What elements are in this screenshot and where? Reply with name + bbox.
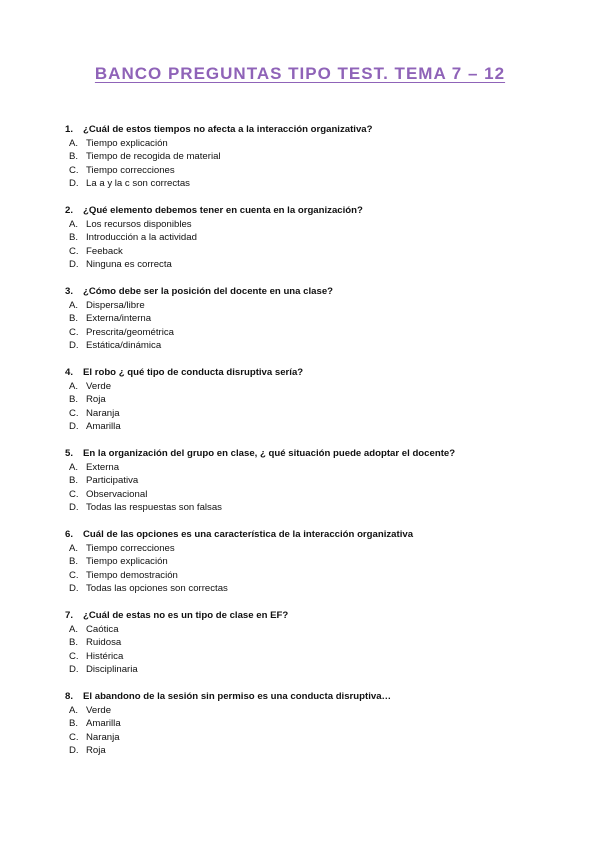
- answer-option: [65, 164, 545, 178]
- question-block: [65, 123, 545, 191]
- answer-option: [65, 461, 545, 475]
- option-letter: B.: [69, 556, 79, 567]
- option-letter: B.: [69, 151, 79, 162]
- question-line: [65, 528, 545, 542]
- option-letter: B.: [69, 313, 79, 324]
- option-text: Participativa: [86, 475, 139, 486]
- option-letter: B.: [69, 718, 79, 729]
- question-text: ¿Cuál de estos tiempos no afecta a la interacción organizativa?: [83, 124, 373, 135]
- option-text: Tiempo de recogida de material: [86, 151, 221, 162]
- question-block: [65, 204, 545, 272]
- answer-option: [65, 380, 545, 394]
- option-letter: B.: [69, 394, 79, 405]
- question-block: [65, 447, 545, 515]
- answer-option: [65, 245, 545, 259]
- question-block: [65, 285, 545, 353]
- answer-option: [65, 150, 545, 164]
- option-text: Dispersa/libre: [86, 299, 145, 311]
- option-letter: A.: [69, 137, 79, 149]
- answer-option: [65, 299, 545, 313]
- option-text: Caótica: [86, 623, 119, 635]
- question-line: [65, 123, 545, 137]
- option-text: Externa: [86, 461, 120, 473]
- option-letter: D.: [69, 664, 79, 675]
- answer-option: [65, 501, 545, 515]
- question-text: ¿Cómo debe ser la posición del docente en una clase?: [83, 286, 334, 297]
- option-letter: C.: [69, 164, 79, 176]
- question-number: 1.: [65, 124, 74, 135]
- question-list: [65, 123, 545, 771]
- option-text: Tiempo explicación: [86, 137, 168, 149]
- question-text: En la organización del grupo en clase, ¿ qué situación puede adoptar el docente?: [83, 448, 456, 459]
- answer-option: [65, 218, 545, 232]
- option-letter: A.: [69, 542, 79, 554]
- question-number: 6.: [65, 529, 74, 540]
- option-text: Histérica: [86, 650, 124, 662]
- question-line: [65, 690, 545, 704]
- answer-option: [65, 231, 545, 245]
- answer-option: [65, 663, 545, 677]
- question-number: 8.: [65, 691, 74, 702]
- answer-option: [65, 420, 545, 434]
- option-letter: C.: [69, 569, 79, 581]
- page-title: BANCO PREGUNTAS TIPO TEST. TEMA 7 – 12: [94, 64, 506, 83]
- answer-option: [65, 623, 545, 637]
- option-text: Amarilla: [86, 421, 121, 432]
- question-text: El abandono de la sesión sin permiso es una conducta disruptiva…: [83, 691, 392, 702]
- option-text: Externa/interna: [86, 313, 152, 324]
- answer-option: [65, 650, 545, 664]
- option-text: Verde: [86, 704, 112, 716]
- option-letter: D.: [69, 502, 79, 513]
- option-text: Tiempo explicación: [86, 556, 168, 567]
- answer-option: [65, 717, 545, 731]
- option-letter: D.: [69, 259, 79, 270]
- option-text: Ninguna es correcta: [86, 259, 172, 270]
- option-text: Tiempo correcciones: [86, 164, 175, 176]
- option-letter: A.: [69, 299, 79, 311]
- option-text: Tiempo correcciones: [86, 542, 175, 554]
- option-letter: A.: [69, 380, 79, 392]
- option-letter: C.: [69, 488, 79, 500]
- option-text: Ruidosa: [86, 637, 122, 648]
- question-block: [65, 609, 545, 677]
- question-text: ¿Cuál de estas no es un tipo de clase en EF?: [83, 610, 289, 621]
- answer-option: [65, 636, 545, 650]
- question-line: [65, 204, 545, 218]
- answer-option: [65, 339, 545, 353]
- option-text: Prescrita/geométrica: [86, 326, 174, 338]
- question-number: 2.: [65, 205, 74, 216]
- question-line: [65, 285, 545, 299]
- answer-option: [65, 258, 545, 272]
- option-letter: C.: [69, 731, 79, 743]
- option-letter: C.: [69, 245, 79, 257]
- option-letter: A.: [69, 704, 79, 716]
- option-text: Naranja: [86, 731, 120, 743]
- question-line: [65, 366, 545, 380]
- answer-option: [65, 177, 545, 191]
- option-letter: C.: [69, 650, 79, 662]
- question-number: 5.: [65, 448, 74, 459]
- answer-option: [65, 137, 545, 151]
- answer-option: [65, 731, 545, 745]
- answer-option: [65, 704, 545, 718]
- option-text: Todas las respuestas son falsas: [86, 502, 222, 513]
- answer-option: [65, 407, 545, 421]
- option-letter: C.: [69, 407, 79, 419]
- option-text: Estática/dinámica: [86, 340, 162, 351]
- option-text: Introducción a la actividad: [86, 232, 197, 243]
- option-text: Los recursos disponibles: [86, 218, 192, 230]
- option-letter: D.: [69, 421, 79, 432]
- question-block: [65, 366, 545, 434]
- option-letter: D.: [69, 745, 79, 756]
- option-text: Disciplinaria: [86, 664, 138, 675]
- answer-option: [65, 312, 545, 326]
- option-letter: B.: [69, 637, 79, 648]
- question-line: [65, 447, 545, 461]
- question-block: [65, 690, 545, 758]
- option-letter: A.: [69, 461, 79, 473]
- option-text: Feeback: [86, 245, 123, 257]
- option-text: Observacional: [86, 488, 148, 500]
- option-text: Amarilla: [86, 718, 121, 729]
- question-number: 3.: [65, 286, 74, 297]
- option-text: Verde: [86, 380, 112, 392]
- option-letter: B.: [69, 232, 79, 243]
- question-text: El robo ¿ qué tipo de conducta disruptiva sería?: [83, 367, 304, 378]
- option-letter: D.: [69, 583, 79, 594]
- option-letter: C.: [69, 326, 79, 338]
- option-text: La a y la c son correctas: [86, 178, 190, 189]
- answer-option: [65, 569, 545, 583]
- answer-option: [65, 488, 545, 502]
- question-number: 4.: [65, 367, 74, 378]
- option-letter: D.: [69, 178, 79, 189]
- answer-option: [65, 393, 545, 407]
- question-text: ¿Qué elemento debemos tener en cuenta en la organización?: [83, 205, 363, 216]
- option-text: Roja: [86, 745, 106, 756]
- answer-option: [65, 542, 545, 556]
- option-letter: D.: [69, 340, 79, 351]
- option-letter: A.: [69, 218, 79, 230]
- option-text: Todas las opciones son correctas: [86, 583, 228, 594]
- question-text: Cuál de las opciones es una característica de la interacción organizativa: [83, 529, 414, 540]
- question-block: [65, 528, 545, 596]
- option-text: Roja: [86, 394, 106, 405]
- option-text: Naranja: [86, 407, 120, 419]
- answer-option: [65, 744, 545, 758]
- question-line: [65, 609, 545, 623]
- option-letter: A.: [69, 623, 79, 635]
- answer-option: [65, 474, 545, 488]
- option-letter: B.: [69, 475, 79, 486]
- answer-option: [65, 326, 545, 340]
- question-number: 7.: [65, 610, 74, 621]
- option-text: Tiempo demostración: [86, 569, 178, 581]
- answer-option: [65, 555, 545, 569]
- answer-option: [65, 582, 545, 596]
